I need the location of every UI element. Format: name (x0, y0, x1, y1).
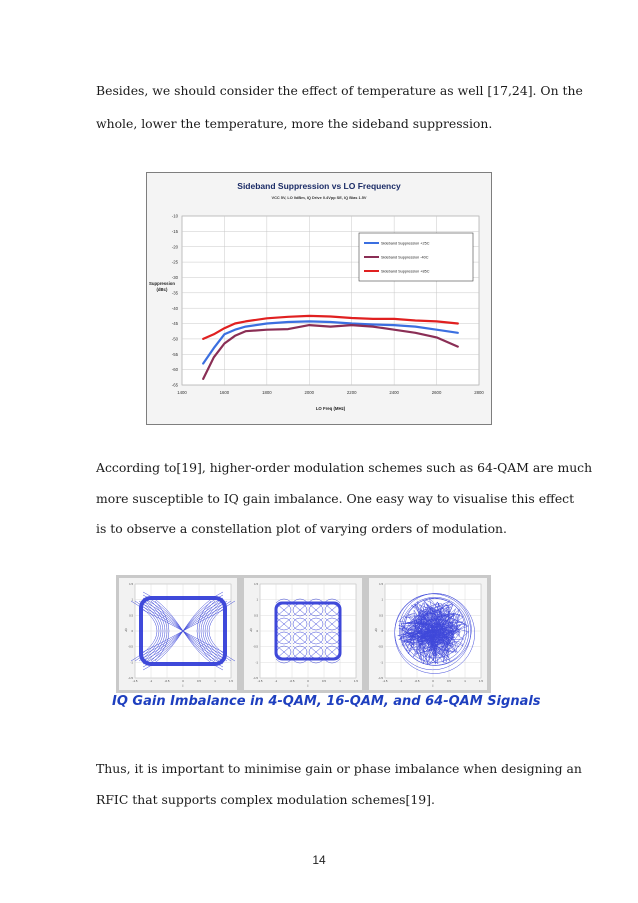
body-text-line: RFIC that supports complex modulation schemes[19]. (96, 792, 435, 807)
panel-y-tick: 0.5 (254, 613, 258, 618)
panel-x-tick: 0.5 (322, 679, 326, 683)
panel-x-tick: 1 (339, 679, 341, 683)
panel-y-tick: 1 (131, 597, 133, 602)
x-axis-label: LO Freq (MHz) (315, 406, 346, 411)
panel-q-label: Q (124, 628, 128, 632)
panel-i-label: I (432, 684, 434, 688)
panel-y-tick: 1 (256, 597, 258, 602)
panel-y-tick: -1.5 (378, 676, 383, 680)
body-text-line: more susceptible to IQ gain imbalance. One easy way to visualise this effect (96, 491, 575, 506)
body-text-line: Besides, we should consider the effect of temperature as well [17,24]. On the (96, 83, 583, 98)
panel-y-tick: -0.5 (253, 644, 258, 649)
panel-x-tick: 0.5 (447, 679, 451, 683)
legend-label: Sideband Suppression +25C (381, 241, 430, 246)
panel-x-tick: 1.5 (354, 679, 358, 683)
panel-x-tick: 0.5 (197, 679, 201, 683)
y-tick-label: -50 (171, 336, 178, 342)
panel-i-label: I (182, 684, 184, 688)
panel-y-tick: -0.5 (378, 644, 383, 649)
y-tick-label: -40 (171, 305, 178, 311)
chart-legend (359, 233, 473, 281)
y-tick-label: -20 (171, 244, 178, 250)
y-tick-label: -55 (171, 351, 178, 357)
panel-x-tick: 0 (432, 679, 434, 683)
constellation-panel-16-qam (244, 578, 362, 690)
y-tick-label: -35 (171, 290, 178, 296)
y-tick-label: -45 (171, 321, 178, 327)
panel-x-tick: -1 (399, 679, 403, 683)
figure-caption: IQ Gain Imbalance in 4-QAM, 16-QAM, and 64-QAM Signals (112, 694, 541, 709)
constellation-panel-4-qam (119, 578, 237, 690)
body-text-line: According to[19], higher-order modulation schemes such as 64-QAM are much (96, 460, 593, 475)
y-tick-label: -10 (171, 213, 178, 219)
panel-q-label: Q (249, 628, 253, 632)
x-tick-label: 2600 (431, 390, 442, 395)
legend-label: Sideband Suppression -40C (381, 255, 429, 260)
body-text-line: Thus, it is important to minimise gain or phase imbalance when designing an (96, 761, 582, 776)
panel-y-tick: -1 (380, 660, 383, 665)
page-number: 14 (312, 853, 326, 867)
y-tick-label: -15 (171, 228, 178, 234)
panel-x-tick: -0.5 (414, 679, 420, 683)
panel-x-tick: -0.5 (164, 679, 170, 683)
constellation-figure (116, 575, 491, 693)
panel-x-tick: -1.5 (257, 679, 263, 683)
panel-y-tick: 1.5 (254, 582, 258, 586)
panel-x-tick: 1 (214, 679, 216, 683)
panel-x-tick: -1 (149, 679, 153, 683)
chart-subtitle: VCC 5V, LO 0dBm, IQ Drive 0.4Vpp SE, IQ Bias 1.5V (271, 195, 367, 200)
y-tick-label: -30 (171, 275, 178, 281)
body-text-line: is to observe a constellation plot of varying orders of modulation. (96, 521, 507, 536)
y-axis-label: Suppression (148, 281, 176, 286)
panel-y-tick: 0 (381, 629, 383, 633)
panel-x-tick: -1.5 (132, 679, 138, 683)
panel-y-tick: 1.5 (379, 582, 383, 586)
panel-y-tick: 1 (381, 597, 383, 602)
panel-x-tick: -1 (274, 679, 278, 683)
y-tick-label: -25 (171, 259, 178, 265)
panel-y-tick: -1 (255, 660, 258, 665)
panel-y-tick: -1.5 (253, 676, 258, 680)
body-text-line: whole, lower the temperature, more the sideband suppression. (96, 116, 493, 131)
panel-y-tick: 0.5 (379, 613, 383, 618)
x-tick-label: 2200 (346, 390, 357, 395)
legend-label: Sideband Suppression +85C (381, 269, 430, 274)
panel-x-tick: 1.5 (479, 679, 483, 683)
panel-y-tick: 1.5 (129, 582, 133, 586)
panel-x-tick: -0.5 (289, 679, 295, 683)
panel-q-label: Q (374, 628, 378, 632)
chart-title: Sideband Suppression vs LO Frequency (237, 181, 401, 191)
panel-x-tick: 1.5 (229, 679, 233, 683)
panel-i-label: I (307, 684, 309, 688)
constellation-canvas (116, 575, 491, 693)
x-tick-label: 1400 (177, 390, 187, 395)
x-tick-label: 2000 (304, 390, 315, 395)
constellation-panel-64-qam (369, 578, 487, 690)
panel-y-tick: 0 (131, 629, 133, 633)
panel-y-tick: 0 (256, 629, 258, 633)
sideband-suppression-chart (146, 172, 492, 425)
panel-x-tick: 0 (307, 679, 309, 683)
x-tick-label: 1800 (262, 390, 272, 395)
panel-x-tick: 1 (464, 679, 466, 683)
x-tick-label: 2800 (474, 390, 484, 395)
chart-canvas (147, 173, 491, 424)
panel-x-tick: 0 (182, 679, 184, 683)
x-tick-label: 1600 (219, 390, 230, 395)
x-tick-label: 2400 (389, 390, 399, 395)
panel-x-tick: -1.5 (382, 679, 388, 683)
y-tick-label: -65 (171, 382, 178, 388)
y-axis-label-units: (dBc) (156, 287, 168, 292)
panel-y-tick: -0.5 (128, 644, 133, 649)
panel-y-tick: -1 (130, 660, 133, 665)
y-tick-label: -60 (171, 367, 178, 373)
panel-y-tick: 0.5 (129, 613, 133, 618)
panel-y-tick: -1.5 (128, 676, 133, 680)
